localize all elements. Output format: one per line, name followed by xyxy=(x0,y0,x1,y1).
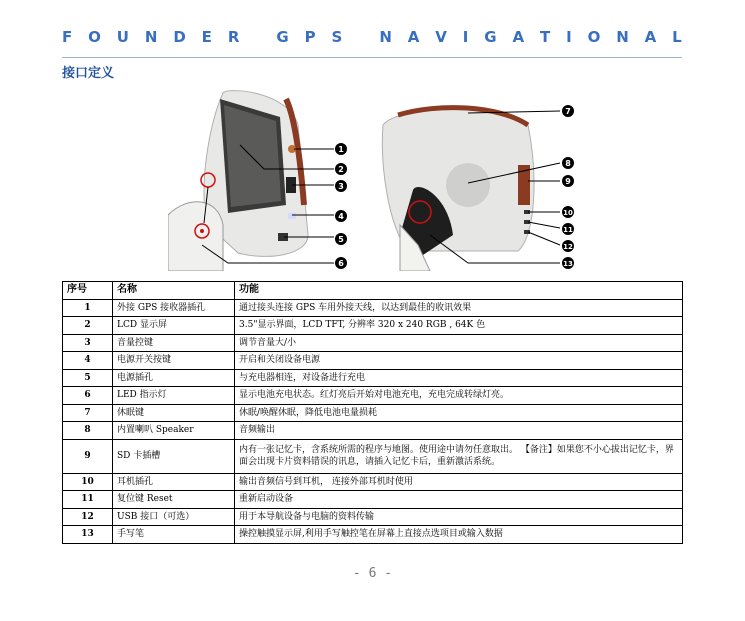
row-name: USB 接口（可选） xyxy=(113,508,235,526)
row-number: 5 xyxy=(63,369,113,387)
table-row xyxy=(63,352,683,370)
row-function: 显示电池充电状态。红灯亮后开始对电池充电，充电完成转绿灯亮。 xyxy=(235,387,683,405)
callout-1-label: 1 xyxy=(338,145,344,154)
header-letter: A xyxy=(644,28,657,46)
header-number: 序号 xyxy=(63,282,113,300)
header-function: 功能 xyxy=(235,282,683,300)
table-row xyxy=(63,526,683,544)
header-letter xyxy=(358,28,363,46)
header-title xyxy=(62,28,682,46)
header-letter: D xyxy=(173,28,186,46)
row-function: 音频输出 xyxy=(235,422,683,440)
table-row xyxy=(63,334,683,352)
device-illustration xyxy=(168,85,576,271)
row-function: 通过接头连接 GPS 车用外接天线，以达到最佳的收讯效果 xyxy=(235,299,683,317)
row-name: LCD 显示屏 xyxy=(113,317,235,335)
callout-5-label: 5 xyxy=(338,235,344,244)
header-name: 名称 xyxy=(113,282,235,300)
row-name: SD 卡插槽 xyxy=(113,439,235,473)
row-function: 重新启动设备 xyxy=(235,491,683,509)
callout-6-label: 6 xyxy=(338,259,344,268)
callout-12-label: 12 xyxy=(563,243,573,251)
device-figure xyxy=(168,85,576,271)
row-function: 调节音量大/小 xyxy=(235,334,683,352)
row-number: 4 xyxy=(63,352,113,370)
callout-8-label: 8 xyxy=(565,159,571,168)
row-function: 与充电器相连，对设备进行充电 xyxy=(235,369,683,387)
callout-4-label: 4 xyxy=(338,212,344,221)
page-number: - 6 - xyxy=(352,566,393,581)
header-letter: U xyxy=(116,28,129,46)
table-row xyxy=(63,491,683,509)
row-number: 8 xyxy=(63,422,113,440)
row-function: 内有一张记忆卡，含系统所需的程序与地图。使用途中请勿任意取出。 【备注】如果您不小心拔出记忆卡，界面会出现卡片资料错误的讯息，请插入记忆卡后，重新激活系统。 xyxy=(235,439,683,473)
row-number: 9 xyxy=(63,439,113,473)
header-letter: L xyxy=(672,28,682,46)
callout-2-label: 2 xyxy=(338,165,344,174)
row-number: 12 xyxy=(63,508,113,526)
row-number: 7 xyxy=(63,404,113,422)
header-rule xyxy=(62,57,682,58)
row-function: 3.5"显示界面，LCD TFT, 分辨率 320 x 240 RGB , 64K 色 xyxy=(235,317,683,335)
row-number: 1 xyxy=(63,299,113,317)
header-letter xyxy=(255,28,260,46)
header-letter: N xyxy=(144,28,158,46)
header-letter: N xyxy=(379,28,392,46)
callout-7-label: 7 xyxy=(565,107,571,116)
header-letter: N xyxy=(616,28,629,46)
row-function: 开启和关闭设备电源 xyxy=(235,352,683,370)
callout-10-label: 10 xyxy=(563,209,573,217)
header-letter: R xyxy=(227,28,240,46)
row-name: 音量控键 xyxy=(113,334,235,352)
header-letter: G xyxy=(276,28,289,46)
header-letter: I xyxy=(462,28,469,46)
table-row xyxy=(63,473,683,491)
callout-9-label: 9 xyxy=(565,177,571,186)
row-name: 电源开关按键 xyxy=(113,352,235,370)
row-number: 13 xyxy=(63,526,113,544)
row-number: 3 xyxy=(63,334,113,352)
row-name: LED 指示灯 xyxy=(113,387,235,405)
back-view-device xyxy=(382,108,534,271)
table-row xyxy=(63,404,683,422)
row-function: 输出音频信号到耳机， 连接外部耳机时使用 xyxy=(235,473,683,491)
table-row xyxy=(63,369,683,387)
header-letter: E xyxy=(201,28,212,46)
row-name: 休眠键 xyxy=(113,404,235,422)
row-function: 操控触摸显示屏,利用手写触控笔在屏幕上直接点选项目或输入数据 xyxy=(235,526,683,544)
table-row xyxy=(63,317,683,335)
callout-13-label: 13 xyxy=(563,260,573,268)
header-letter: A xyxy=(512,28,525,46)
interface-table xyxy=(62,281,683,544)
table-row xyxy=(63,439,683,473)
header-letter: F xyxy=(62,28,73,46)
header-letter: T xyxy=(539,28,551,46)
header-letter: O xyxy=(88,28,101,46)
row-name: 电源插孔 xyxy=(113,369,235,387)
header-letter: V xyxy=(435,28,447,46)
row-name: 手写笔 xyxy=(113,526,235,544)
row-name: 复位键 Reset xyxy=(113,491,235,509)
row-function: 用于本导航设备与电脑的资料传输 xyxy=(235,508,683,526)
table-row xyxy=(63,508,683,526)
row-name: 外接 GPS 接收器插孔 xyxy=(113,299,235,317)
row-number: 10 xyxy=(63,473,113,491)
header-letter: I xyxy=(566,28,572,46)
header-letter: O xyxy=(587,28,601,46)
header-letter: G xyxy=(484,28,497,46)
row-number: 2 xyxy=(63,317,113,335)
callout-11-label: 11 xyxy=(563,226,573,234)
row-name: 内置喇叭 Speaker xyxy=(113,422,235,440)
header-letter: P xyxy=(304,28,316,46)
row-number: 6 xyxy=(63,387,113,405)
table-header-row xyxy=(63,282,683,300)
table-row xyxy=(63,387,683,405)
row-function: 休眠/唤醒休眠，降低电池电量损耗 xyxy=(235,404,683,422)
callout-3-label: 3 xyxy=(338,182,344,191)
row-name: 耳机插孔 xyxy=(113,473,235,491)
table-row xyxy=(63,299,683,317)
header-letter: A xyxy=(407,28,420,46)
header-letter: S xyxy=(331,28,343,46)
table-row xyxy=(63,422,683,440)
row-number: 11 xyxy=(63,491,113,509)
section-title: 接口定义 xyxy=(62,66,115,81)
